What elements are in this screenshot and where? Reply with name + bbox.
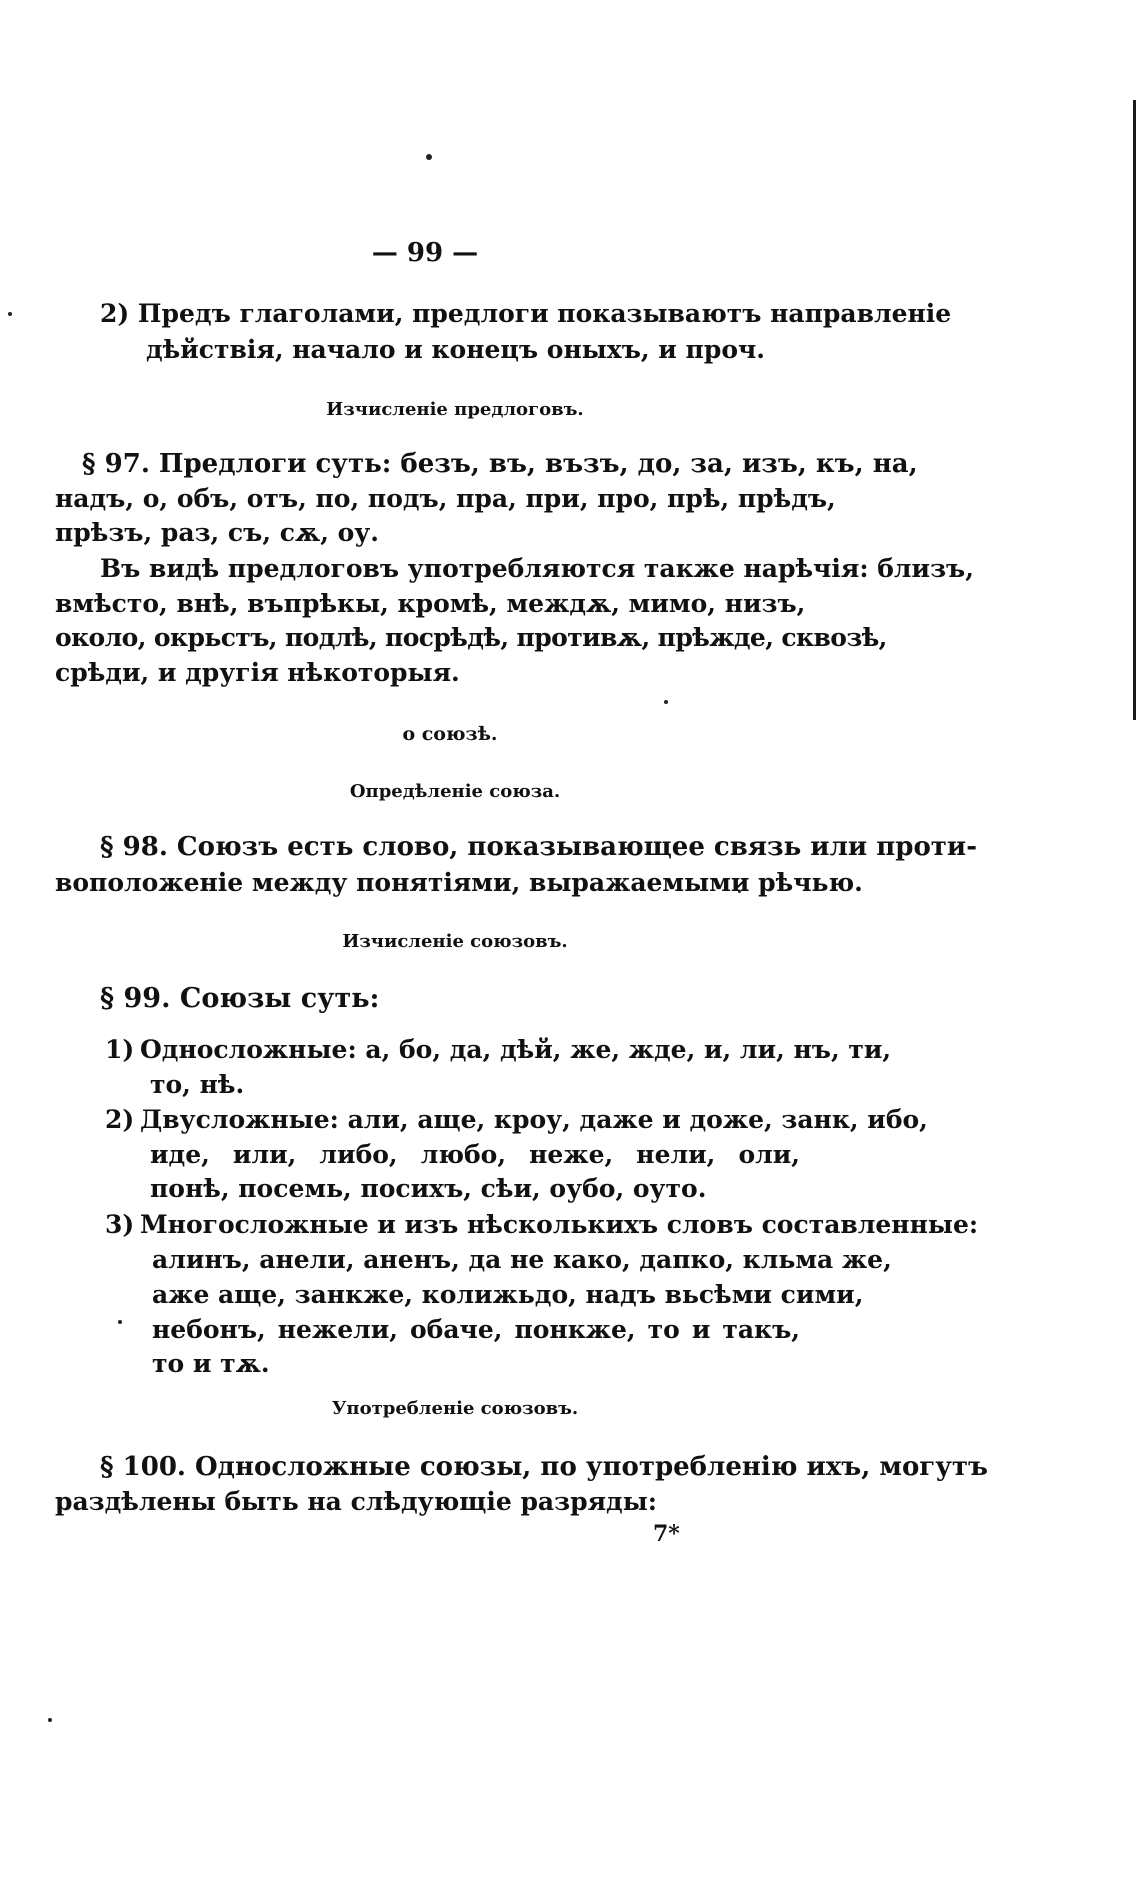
paragraph-97-line-3: прѣзъ, раз, съ, сѫ, оу. [55, 518, 379, 547]
list-item-line: небонъ, нежели, обаче, понкже, то и такъ, то и тѫ. [152, 1315, 800, 1378]
section-heading: Опредѣленіе союза. [349, 781, 561, 802]
list-item-line: Двусложные: али, аще, кроу, даже и доже, занк, ибо, [140, 1105, 928, 1134]
intro-line-2: дѣйствія, начало и конецъ оныхъ, и проч. [146, 335, 765, 364]
paragraph-100-line-1: § 100. Односложные союзы, по употребленію ихъ, могутъ [100, 1452, 988, 1482]
list-item-line: Односложные: а, бо, да, дѣй, же, жде, и, ли, нъ, ти, [140, 1035, 892, 1064]
speck [664, 700, 668, 704]
paragraph-97-line-1: § 97. Предлоги суть: безъ, въ, възъ, до, за, изъ, къ, на, [82, 449, 918, 479]
list-item-number: 1) [105, 1035, 135, 1064]
list-item-line: аже аще, занкже, колижьдо, надъ вьсѣми сими, [152, 1280, 864, 1309]
speck [48, 1718, 52, 1722]
speck [8, 312, 12, 316]
intro-line-1: 2) Предъ глаголами, предлоги показываютъ направленіе [100, 299, 952, 328]
section-heading: Изчисленіе предлоговъ. [326, 399, 584, 420]
list-item-line: то, нѣ. [150, 1070, 245, 1099]
section-heading: Изчисленіе союзовъ. [342, 931, 568, 952]
paragraph-97b-line-1: Въ видѣ предлоговъ употребляются также нарѣчія: близъ, [100, 554, 974, 583]
page-number: — 99 — [371, 238, 479, 268]
list-item-number: 2) [105, 1105, 135, 1134]
paragraph-98-line-2: воположеніе между понятіями, выражаемыми рѣчью. [55, 868, 863, 897]
speck [118, 1320, 122, 1324]
paragraph-98-line-1: § 98. Союзъ есть слово, показывающее связь или проти- [100, 832, 977, 862]
paragraph-99: § 99. Союзы суть: [100, 983, 380, 1014]
paragraph-97-line-2: надъ, о, объ, отъ, по, подъ, пра, при, про, прѣ, прѣдъ, [55, 484, 836, 513]
list-item-line: иде, или, либо, любо, неже, нели, оли, понѣ, посемь, посихъ, сѣи, оубо, оуто. [150, 1140, 800, 1203]
list-item-line: Многосложные и изъ нѣсколькихъ словъ составленные: [140, 1210, 979, 1239]
paragraph-97b-line-2: вмѣсто, внѣ, въпрѣкы, кромѣ, междѫ, мимо, низъ, [55, 589, 806, 618]
speck [426, 154, 432, 160]
list-item-number: 3) [105, 1210, 135, 1239]
signature-mark: 7* [653, 1521, 680, 1547]
section-title: о союзѣ. [402, 723, 498, 745]
section-heading: Употребленіе союзовъ. [331, 1398, 579, 1419]
paragraph-97b-line-3: около, окрьстъ, подлѣ, посрѣдѣ, противѫ, прѣжде, сквозѣ, [55, 623, 887, 652]
list-item-line: алинъ, анели, аненъ, да не како, дапко, кльма же, [152, 1245, 892, 1274]
paragraph-100-line-2: раздѣлены быть на слѣдующіе разряды: [55, 1487, 657, 1516]
scan-edge-line [1133, 100, 1136, 720]
paragraph-97b-line-4: срѣди, и другія нѣкоторыя. [55, 658, 460, 687]
